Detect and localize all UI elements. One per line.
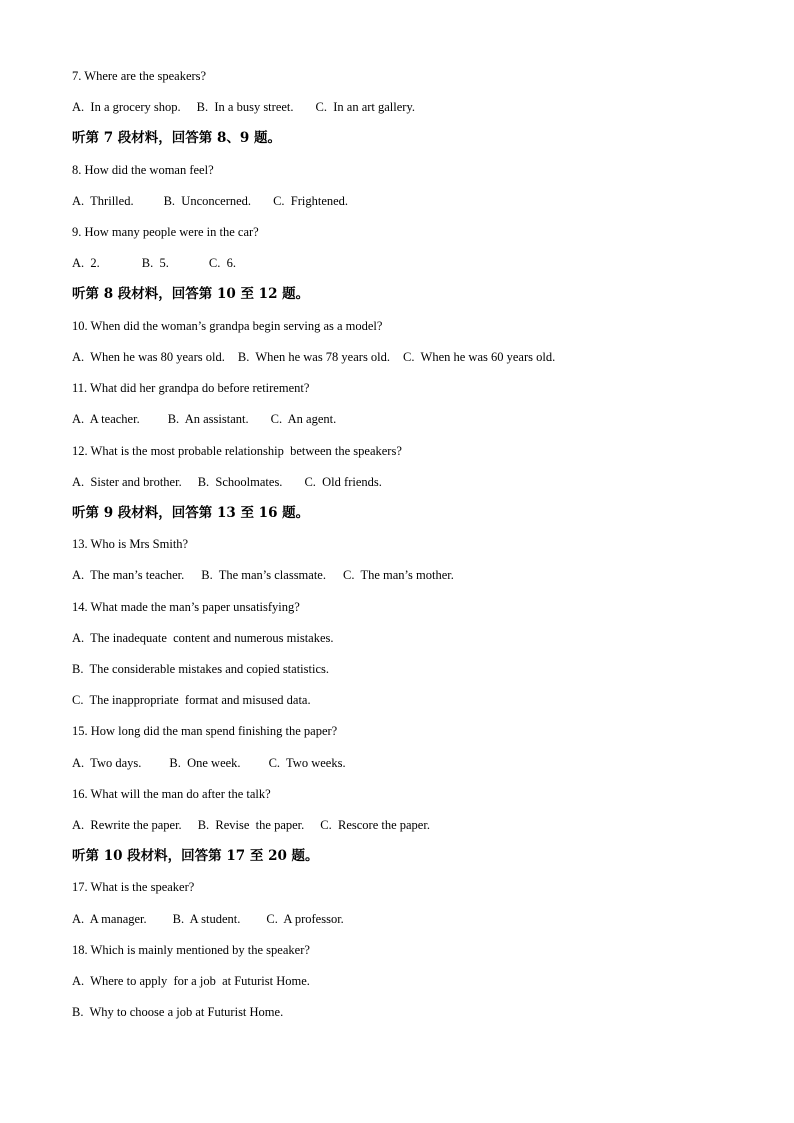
option-c: C. A professor.: [266, 912, 344, 926]
question-12: 12. What is the most probable relationship between the speakers?: [72, 444, 402, 458]
question-16: 16. What will the man do after the talk?: [72, 787, 271, 801]
option-b: B. The man’s classmate.: [201, 568, 326, 582]
options-10: [72, 349, 555, 365]
question-17: 17. What is the speaker?: [72, 880, 195, 894]
option-c: C. An agent.: [270, 412, 337, 426]
option-c: C. The man’s mother.: [342, 568, 454, 582]
option-a: A. The man’s teacher.: [72, 568, 185, 582]
option-a: A. A teacher.: [72, 412, 140, 426]
option-b: B. A student.: [172, 912, 241, 926]
option-a: A. Thrilled.: [72, 194, 134, 208]
option-b: B. 5.: [141, 256, 169, 270]
option-a: A. Sister and brother.: [72, 475, 182, 489]
question-13: 13. Who is Mrs Smith?: [72, 537, 189, 551]
section-heading-9: 听第 9 段材料，回答第 13 至 16 题。: [72, 505, 310, 521]
question-7: 7. Where are the speakers?: [72, 69, 207, 83]
option-c: C. Rescore the paper.: [320, 818, 430, 832]
option-c: C. 6.: [208, 256, 236, 270]
options-12: [72, 474, 382, 490]
option-a: A. A manager.: [72, 912, 147, 926]
options-11: [72, 411, 336, 427]
option-a: A. When he was 80 years old.: [72, 350, 225, 364]
option-c: C. Frightened.: [273, 194, 349, 208]
section-heading-10: 听第 10 段材料，回答第 17 至 20 题。: [72, 848, 319, 864]
option-18b: B. Why to choose a job at Futurist Home.: [72, 1005, 284, 1019]
options-15: [72, 755, 346, 771]
options-9: [72, 255, 236, 271]
option-c: C. In an art gallery.: [315, 100, 416, 114]
section-heading-8: 听第 8 段材料，回答第 10 至 12 题。: [72, 286, 310, 302]
options-8: [72, 193, 348, 209]
section-heading-7: 听第 7 段材料，回答第 8、9 题。: [72, 130, 281, 146]
option-a: A. Two days.: [72, 756, 142, 770]
option-b: B. Unconcerned.: [163, 194, 252, 208]
option-a: A. 2.: [72, 256, 100, 270]
option-18a: A. Where to apply for a job at Futurist Home.: [72, 974, 310, 988]
option-b: B. Revise the paper.: [197, 818, 305, 832]
option-c: C. Two weeks.: [268, 756, 346, 770]
option-b: B. Schoolmates.: [197, 475, 283, 489]
option-b: B. One week.: [169, 756, 241, 770]
option-b: B. An assistant.: [167, 412, 249, 426]
option-b: B. When he was 78 years old.: [237, 350, 391, 364]
options-7: [72, 99, 415, 115]
options-13: [72, 567, 454, 583]
option-c: C. Old friends.: [304, 475, 382, 489]
question-14: 14. What made the man’s paper unsatisfying?: [72, 600, 300, 614]
option-14c: C. The inappropriate format and misused data.: [72, 693, 311, 707]
question-15: 15. How long did the man spend finishing the paper?: [72, 724, 338, 738]
option-14b: B. The considerable mistakes and copied statistics.: [72, 662, 330, 676]
option-c: C. When he was 60 years old.: [403, 350, 556, 364]
option-a: A. In a grocery shop.: [72, 100, 181, 114]
question-10: 10. When did the woman’s grandpa begin serving as a model?: [72, 319, 383, 333]
options-16: [72, 817, 430, 833]
question-11: 11. What did her grandpa do before retirement?: [72, 381, 310, 395]
option-b: B. In a busy street.: [196, 100, 294, 114]
option-14a: A. The inadequate content and numerous mistakes.: [72, 631, 334, 645]
option-a: A. Rewrite the paper.: [72, 818, 182, 832]
question-8: 8. How did the woman feel?: [72, 163, 214, 177]
question-9: 9. How many people were in the car?: [72, 225, 259, 239]
options-17: [72, 911, 344, 927]
question-18: 18. Which is mainly mentioned by the speaker?: [72, 943, 310, 957]
